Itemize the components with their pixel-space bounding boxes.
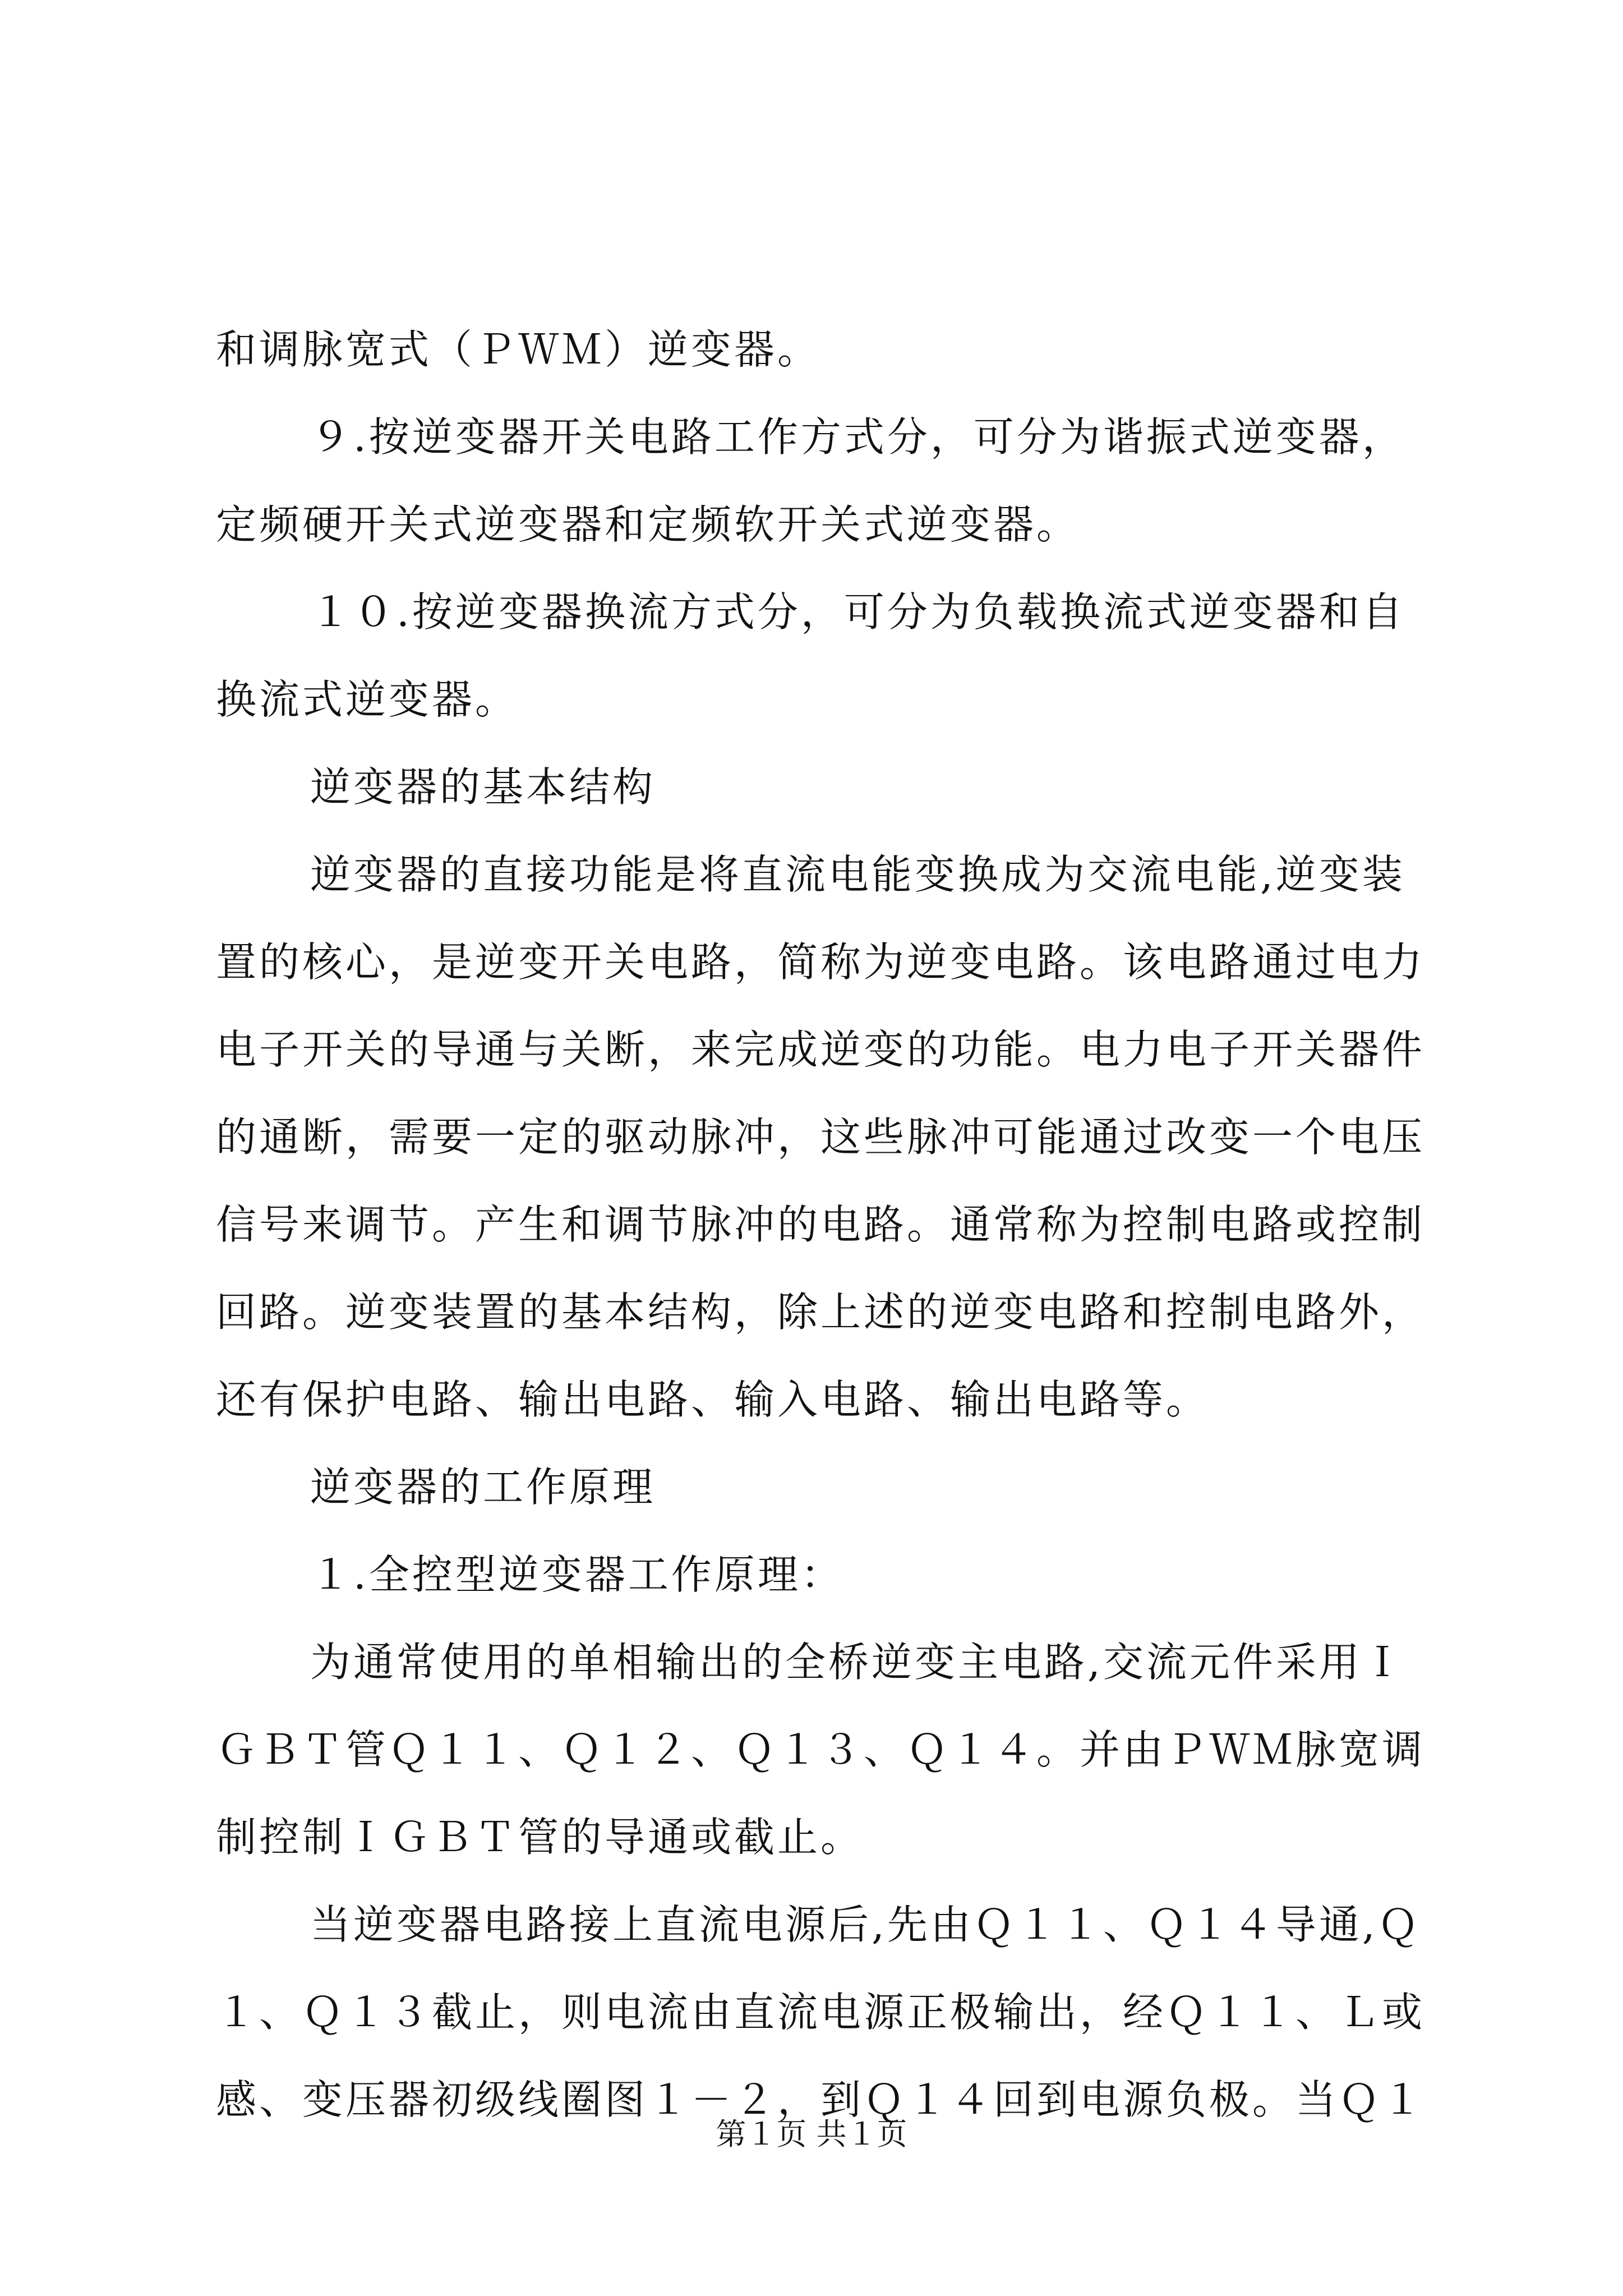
text-line: 的通断，需要一定的驱动脉冲，这些脉冲可能通过改变一个电压 xyxy=(216,1114,1426,1161)
text-line: 换流式逆变器。 xyxy=(216,676,519,723)
text-line: 电子开关的导通与关断，来完成逆变的功能。电力电子开关器件 xyxy=(216,1026,1426,1073)
text-line: 置的核心，是逆变开关电路，简称为逆变电路。该电路通过电力 xyxy=(216,938,1426,986)
text-line: 还有保护电路、输出电路、输入电路、输出电路等。 xyxy=(216,1376,1210,1423)
text-line: 为通常使用的单相输出的全桥逆变主电路,交流元件采用Ｉ xyxy=(310,1639,1405,1686)
text-line: 和调脉宽式（ＰＷＭ）逆变器。 xyxy=(216,326,821,373)
text-line: １０.按逆变器换流方式分，可分为负载换流式逆变器和自 xyxy=(310,588,1405,636)
text-line: 定频硬开关式逆变器和定频软开关式逆变器。 xyxy=(216,501,1080,548)
text-line: 逆变器的工作原理 xyxy=(310,1464,656,1511)
text-line: １、Ｑ１３截止，则电流由直流电源正极输出，经Ｑ１１、Ｌ或 xyxy=(216,1989,1426,2036)
document-body xyxy=(216,306,1430,2143)
text-line: ９.按逆变器开关电路工作方式分，可分为谐振式逆变器， xyxy=(310,413,1405,461)
text-line: 逆变器的基本结构 xyxy=(310,763,656,811)
text-line: 制控制ＩＧＢＴ管的导通或截止。 xyxy=(216,1814,864,1861)
text-line: 逆变器的直接功能是将直流电能变换成为交流电能,逆变装 xyxy=(310,851,1405,898)
text-line: 信号来调节。产生和调节脉冲的电路。通常称为控制电路或控制 xyxy=(216,1201,1426,1248)
page-footer: 第１页 共１页 xyxy=(716,2116,907,2152)
text-line: 当逆变器电路接上直流电源后,先由Ｑ１１、Ｑ１４导通,Ｑ xyxy=(310,1901,1421,1948)
text-line: ＧＢＴ管Ｑ１１、Ｑ１２、Ｑ１３、Ｑ１４。并由ＰＷＭ脉宽调 xyxy=(216,1726,1426,1773)
text-line: 回路。逆变装置的基本结构，除上述的逆变电路和控制电路外， xyxy=(216,1289,1426,1336)
text-line: １.全控型逆变器工作原理： xyxy=(310,1551,844,1598)
text-line: 感、变压器初级线圈图１－２，到Ｑ１４回到电源负极。当Ｑ１ xyxy=(216,2076,1426,2123)
